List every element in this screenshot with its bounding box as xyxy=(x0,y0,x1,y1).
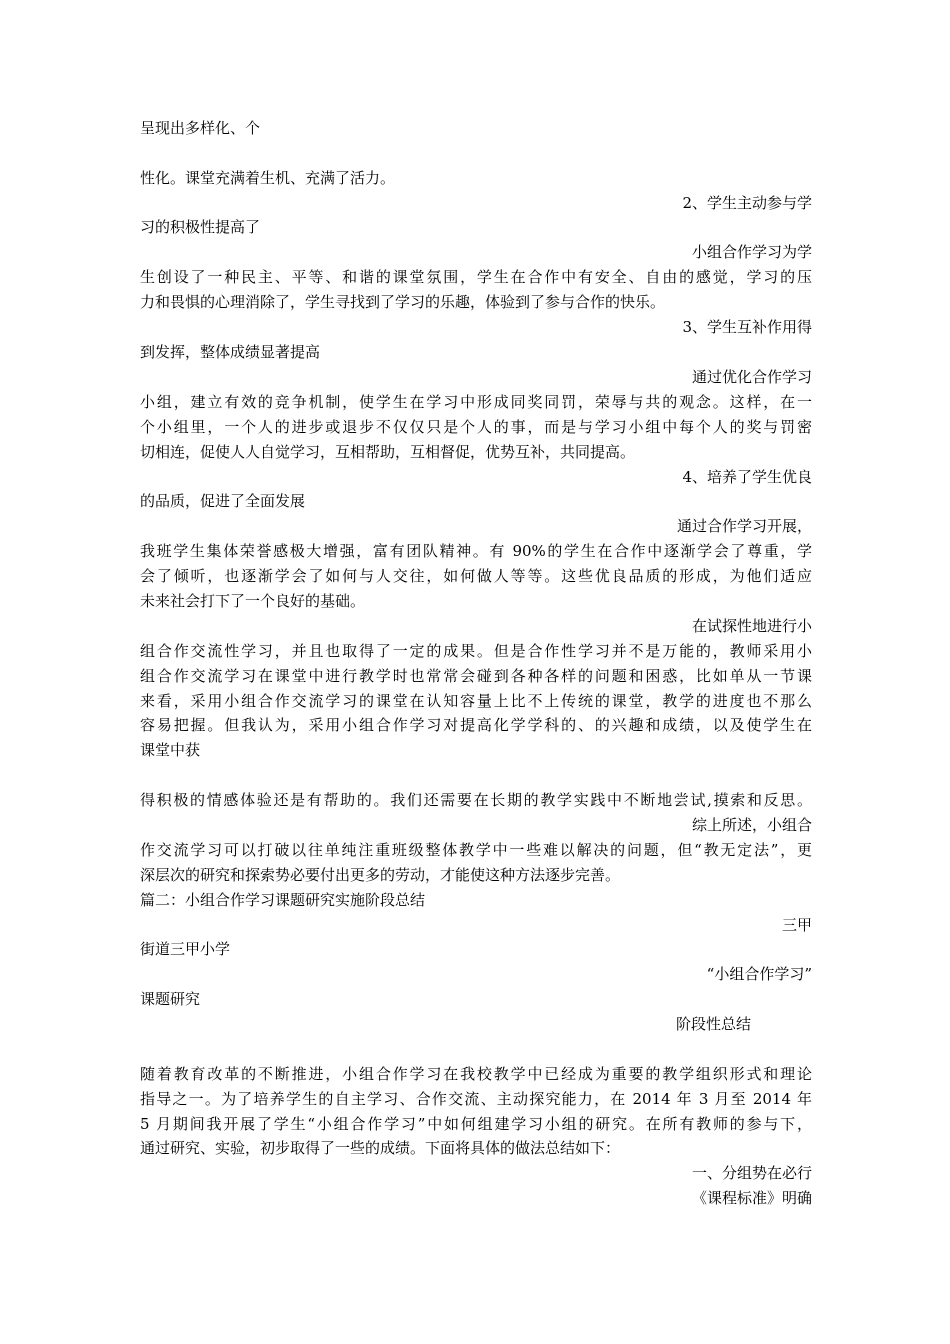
section-heading: 篇二：小组合作学习课题研究实施阶段总结 xyxy=(140,891,426,909)
text-line: 深层次的研究和探索势必要付出更多的劳动，才能使这种方法逐步完善。 xyxy=(140,866,621,884)
text-line: 一、分组势在必行 xyxy=(691,1164,812,1182)
text-line: 性化。课堂充满着生机、充满了活力。 xyxy=(140,169,396,187)
text-line: 通过研究、实验，初步取得了一些的成绩。下面将具体的做法总结如下： xyxy=(140,1139,621,1157)
text-line: 《课程标准》明确 xyxy=(691,1189,812,1207)
text-line: 会了倾听，也逐渐学会了如何与人交往，如何做人等等。这些优良品质的形成，为他们适应 xyxy=(140,567,812,585)
text-line: 阶段性总结 xyxy=(676,1015,752,1033)
text-line: 3、学生互补作用得 xyxy=(682,318,812,336)
text-line: 小组，建立有效的竞争机制，使学生在学习中形成同奖同罚，荣辱与共的观念。这样，在一 xyxy=(140,393,812,411)
text-line: 三甲 xyxy=(781,916,812,934)
text-line: 力和畏惧的心理消除了，学生寻找到了学习的乐趣，体验到了参与合作的快乐。 xyxy=(140,293,666,311)
text-line: 生创设了一种民主、平等、和谐的课堂氛围，学生在合作中有安全、自由的感觉，学习的压 xyxy=(140,268,812,286)
text-line: 来看，采用小组合作交流学习的课堂在认知容量上比不上传统的课堂，教学的进度也不那么 xyxy=(140,692,812,710)
text-line: 小组合作学习为学 xyxy=(691,243,812,261)
text-line: “小组合作学习” xyxy=(706,965,812,983)
text-line: 个小组里，一个人的进步或退步不仅仅只是个人的事，而是与学习小组中每个人的奖与罚密 xyxy=(140,418,812,436)
text-line: 习的积极性提高了 xyxy=(140,218,261,236)
text-line: 容易把握。但我认为，采用小组合作学习对提高化学学科的、的兴趣和成绩，以及使学生在 xyxy=(140,716,812,734)
text-line: 作交流学习可以打破以往单纯注重班级整体教学中一些难以解决的问题，但“教无定法”，更 xyxy=(140,841,812,859)
text-line: 组合作交流性学习，并且也取得了一定的成果。但是合作性学习并不是万能的，教师采用小 xyxy=(140,642,812,660)
text-line: 指导之一。为了培养学生的自主学习、合作交流、主动探究能力，在 2014 年 3 月至 2014 年 xyxy=(140,1090,812,1108)
text-line: 组合作交流学习在课堂中进行教学时也常常会碰到各种各样的问题和困惑，比如单从一节课 xyxy=(140,667,812,685)
text-line: 我班学生集体荣誉感极大增强，富有团队精神。有 90%的学生在合作中逐渐学会了尊重，学 xyxy=(140,542,812,560)
text-line: 2、学生主动参与学 xyxy=(682,194,812,212)
text-line: 随着教育改革的不断推进，小组合作学习在我校教学中已经成为重要的教学组织形式和理论 xyxy=(140,1065,812,1083)
text-line: 课题研究 xyxy=(140,990,201,1008)
text-line: 切相连，促使人人自觉学习，互相帮助，互相督促，优势互补，共同提高。 xyxy=(140,443,636,461)
text-line: 5 月期间我开展了学生“小组合作学习”中如何组建学习小组的研究。在所有教师的参与下， xyxy=(140,1115,812,1133)
text-line: 未来社会打下了一个良好的基础。 xyxy=(140,592,366,610)
text-line: 在试探性地进行小 xyxy=(691,617,812,635)
text-line: 到发挥，整体成绩显著提高 xyxy=(140,343,321,361)
text-line: 通过合作学习开展， xyxy=(676,517,812,535)
text-line: 呈现出多样化、个 xyxy=(140,119,261,137)
text-line: 得积极的情感体验还是有帮助的。我们还需要在长期的教学实践中不断地尝试,摸索和反思。 xyxy=(140,791,812,809)
text-line: 街道三甲小学 xyxy=(140,940,231,958)
text-line: 综上所述，小组合 xyxy=(691,816,812,834)
text-line: 4、培养了学生优良 xyxy=(682,468,812,486)
text-line: 的品质，促进了全面发展 xyxy=(140,492,306,510)
text-line: 课堂中获 xyxy=(140,741,201,759)
text-line: 通过优化合作学习 xyxy=(691,368,812,386)
